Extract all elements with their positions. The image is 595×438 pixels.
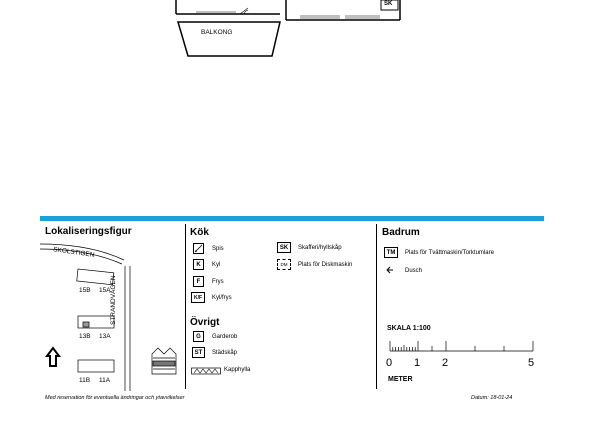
scale-unit: METER [388, 376, 413, 383]
stove-icon [193, 243, 204, 254]
kok-code-dm: DM [277, 259, 291, 270]
building-label-13b: 13B [79, 333, 91, 340]
shower-icon [385, 265, 395, 275]
building-label-13a: 13A [99, 333, 111, 340]
scale-tick-5: 5 [528, 357, 535, 369]
ovrigt-code-st: ST [192, 347, 205, 358]
scale-tick-0: 0 [386, 357, 393, 369]
kok-label-kyl: Kyl [212, 262, 221, 268]
ovrigt-label-garderob: Garderob [212, 334, 238, 340]
kok-label-diskmaskin: Plats för Diskmaskin [298, 262, 353, 268]
kok-title: Kök [190, 227, 209, 238]
scale-tick-1: 1 [414, 357, 421, 369]
ovrigt-code-g: G [193, 331, 204, 342]
lokalisering-title: Lokaliseringsfigur [45, 226, 132, 237]
scale-bar [388, 341, 538, 355]
badrum-label-tvattmaskin: Plats för Tvättmaskin/Torktumlare [405, 250, 494, 256]
kok-label-spis: Spis [212, 246, 224, 252]
accent-divider [40, 216, 544, 221]
scale-title: SKALA 1:100 [387, 325, 431, 332]
badrum-code-tm: TM [384, 247, 398, 258]
footer-note: Med reservation för eventuella ändringar och ytavvikelser [45, 395, 185, 401]
kok-code-sk: SK [277, 242, 291, 253]
divider-1 [185, 224, 186, 389]
badrum-title: Badrum [382, 227, 420, 238]
street-skolstigen: SKOLSTIGEN [52, 246, 95, 259]
kok-code-k: K [193, 259, 204, 270]
kok-code-kf: K/F [191, 292, 205, 303]
plan-sk-marker: SK [384, 1, 393, 7]
kok-label-skafferi: Skafferi/hyllskåp [298, 245, 342, 251]
building-label-15b: 15B [79, 287, 91, 294]
coat-rack-icon [191, 365, 221, 375]
scale-tick-2: 2 [442, 357, 449, 369]
badrum-label-dusch: Dusch [405, 268, 423, 274]
balcony-label: BALKONG [201, 29, 233, 36]
building-label-11b: 11B [79, 377, 91, 384]
ovrigt-label-stadskap: Städskåp [212, 350, 238, 356]
kok-label-kylfrys: Kyl/frys [212, 295, 232, 301]
kok-code-f: F [193, 276, 204, 287]
floor-plan [0, 0, 595, 75]
divider-2 [376, 224, 377, 389]
building-label-15a: 15A [99, 287, 111, 294]
ovrigt-title: Övrigt [190, 317, 220, 328]
ovrigt-label-kapphylla: Kapphylla [224, 367, 251, 373]
building-label-11a: 11A [99, 377, 111, 384]
kok-label-frys: Frys [212, 279, 224, 285]
footer-date: Datum: 18-01-24 [471, 395, 513, 401]
